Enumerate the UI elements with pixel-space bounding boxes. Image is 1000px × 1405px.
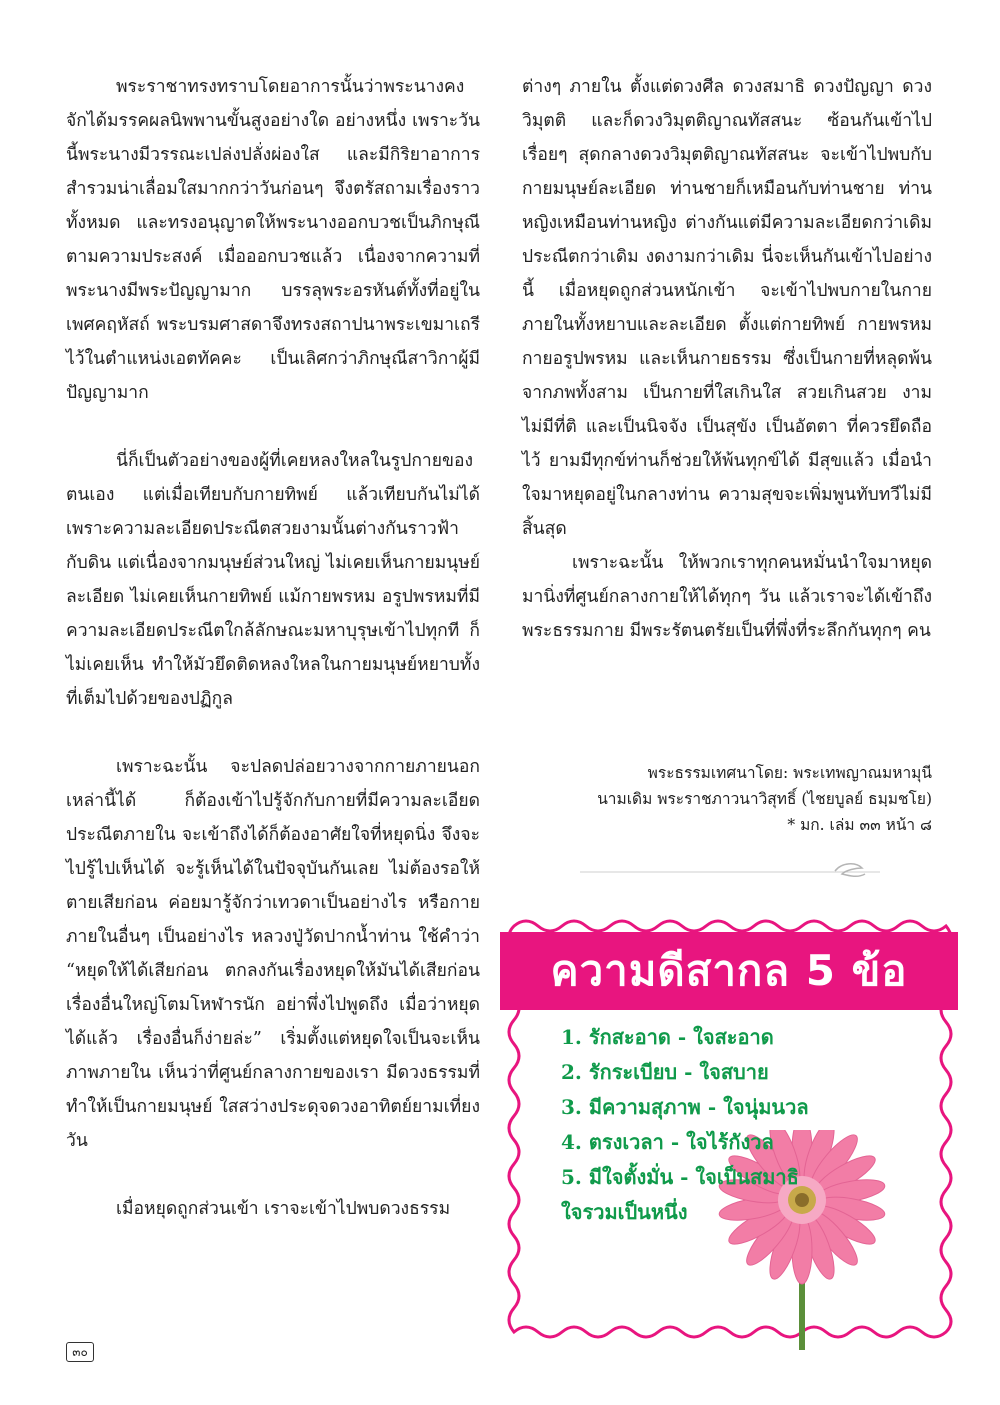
right-paragraph-2: เพราะฉะนั้น ให้พวกเราทุกคนหมั่นนำใจมาหยุดมานิ่งที่ศูนย์กลางกายให้ได้ทุกๆ วัน แล้วเราจะได้เข้าถึงพระธรรมกาย มีพระรัตนตรัยเป็นที่พึ่งที่ระลึกกันทุกๆ คน — [522, 553, 932, 641]
virtue-item-1: 1. รักสะอาด - ใจสะอาด — [561, 1025, 774, 1049]
sermon-credit — [522, 760, 932, 838]
ornament-divider-icon — [580, 858, 880, 882]
virtues-banner — [500, 932, 958, 1010]
right-column — [522, 70, 932, 648]
left-paragraph-4: เมื่อหยุดถูกส่วนเข้า เราจะเข้าไปพบดวงธรรม — [116, 1199, 451, 1219]
credit-source: * มก. เล่ม ๓๓ หน้า ๘ — [787, 816, 932, 834]
virtue-item-5: 5. มีใจตั้งมั่น - ใจเป็นสมาธิ — [561, 1165, 799, 1189]
virtue-item-6: ใจรวมเป็นหนึ่ง — [561, 1200, 688, 1224]
virtue-item-2: 2. รักระเบียบ - ใจสบาย — [561, 1060, 769, 1084]
virtues-list — [561, 1020, 809, 1230]
virtue-item-3: 3. มีความสุภาพ - ใจนุ่มนวล — [561, 1095, 809, 1119]
left-paragraph-3: เพราะฉะนั้น จะปลดปล่อยวางจากกายภายนอกเหล่านี้ได้ ก็ต้องเข้าไปรู้จักกับกายที่มีความละเอียดประณีตภายใน จะเข้าถึงได้ก็ต้องอาศัยใจที่หยุดนิ่ง จึงจะไปรู้ไปเห็นได้ จะรู้เห็นได้ในปัจจุบันกันเลย ไม่ต้องรอให้ตายเสียก่อน ค่อยมารู้จักว่าเทวดาเป็นอย่างไร หรือกายภายในอื่นๆ เป็นอย่างไร หลวงปู่วัดปากน้ำท่าน ใช้คำว่า “หยุดให้ได้เสียก่อน ตกลงกันเรื่องหยุดให้มันได้เสียก่อน เรื่องอื่นใหญ่โตมโหฬารนัก อย่าพึ่งไปพูดถึง เมื่อว่าหยุดได้แล้ว เรื่องอื่นก็ง่ายล่ะ” เริ่มตั้งแต่หยุดใจเป็นจะเห็นภาพภายใน เห็นว่าที่ศูนย์กลางกายของเรา มีดวงธรรมที่ทำให้เป็นกายมนุษย์ ใสสว่างประดุจดวงอาทิตย์ยามเที่ยงวัน — [66, 757, 480, 1151]
right-paragraph-1: ต่างๆ ภายใน ตั้งแต่ดวงศีล ดวงสมาธิ ดวงปัญญา ดวงวิมุตติ และก็ดวงวิมุตติญาณทัสสนะ ซ้อนกันเข้าไปเรื่อยๆ สุดกลางดวงวิมุตติญาณทัสสนะ จะเข้าไปพบกับกายมนุษย์ละเอียด ท่านชายก็เหมือนกับท่านชาย ท่านหญิงเหมือนท่านหญิง ต่างกันแต่มีความละเอียดกว่าเดิม ประณีตกว่าเดิม งดงามกว่าเดิม นี่จะเห็นกันเข้าไปอย่างนี้ เมื่อหยุดถูกส่วนหนักเข้า จะเข้าไปพบกายในกายภายในทั้งหยาบและละเอียด ตั้งแต่กายทิพย์ กายพรหม กายอรูปพรหม และเห็นกายธรรม ซึ่งเป็นกายที่หลุดพ้นจากภพทั้งสาม เป็นกายที่ใสเกินใส สวยเกินสวย งามไม่มีที่ติ และเป็นนิจจัง เป็นสุขัง เป็นอัตตา ที่ควรยึดถือไว้ ยามมีทุกข์ท่านก็ช่วยให้พ้นทุกข์ได้ มีสุขแล้ว เมื่อนำใจมาหยุดอยู่ในกลางท่าน ความสุขจะเพิ่มพูนทับทวีไม่มีสิ้นสุด — [522, 77, 932, 539]
virtues-title: ความดีสากล 5 ข้อ — [550, 946, 908, 995]
page-number: ๓๐ — [66, 1342, 94, 1362]
left-paragraph-2: นี่ก็เป็นตัวอย่างของผู้ที่เคยหลงใหลในรูปกายของตนเอง แต่เมื่อเทียบกับกายทิพย์ แล้วเทียบกันไม่ได้ เพราะความละเอียดประณีตสวยงามนั้นต่างกันราวฟ้ากับดิน แต่เนื่องจากมนุษย์ส่วนใหญ่ ไม่เคยเห็นกายมนุษย์ละเอียด ไม่เคยเห็นกายทิพย์ แม้กายพรหม อรูปพรหมที่มีความละเอียดประณีตใกล้ลักษณะมหาบุรุษเข้าไปทุกที ก็ไม่เคยเห็น ทำให้มัวยึดติดหลงใหลในกายมนุษย์หยาบทั้งที่เต็มไปด้วยของปฏิกูล — [66, 451, 480, 709]
credit-original-name: นามเดิม พระราชภาวนาวิสุทธิ์ (ไชยบูลย์ ธมฺมชโย) — [597, 790, 932, 808]
credit-author: พระธรรมเทศนาโดย: พระเทพญาณมหามุนี — [647, 764, 932, 782]
left-paragraph-1: พระราชาทรงทราบโดยอาการนั้นว่าพระนางคงจักได้มรรคผลนิพพานขั้นสูงอย่างใด อย่างหนึ่ง เพราะวันนี้พระนางมีวรรณะเปล่งปลั่งผ่องใส และมีกิริยาอาการสำรวมน่าเลื่อมใสมากกว่าวันก่อนๆ จึงตรัสถามเรื่องราวทั้งหมด และทรงอนุญาตให้พระนางออกบวชเป็นภิกษุณีตามความประสงค์ เมื่อออกบวชแล้ว เนื่องจากความที่พระนางมีพระปัญญามาก บรรลุพระอรหันต์ทั้งที่อยู่ในเพศคฤหัสถ์ พระบรมศาสดาจึงทรงสถาปนาพระเขมาเถรีไว้ในตำแหน่งเอตทัคคะ เป็นเลิศกว่าภิกษุณีสาวิกาผู้มีปัญญามาก — [66, 77, 480, 403]
virtue-item-4: 4. ตรงเวลา - ใจไร้กังวล — [561, 1130, 774, 1154]
left-column — [66, 70, 480, 1226]
